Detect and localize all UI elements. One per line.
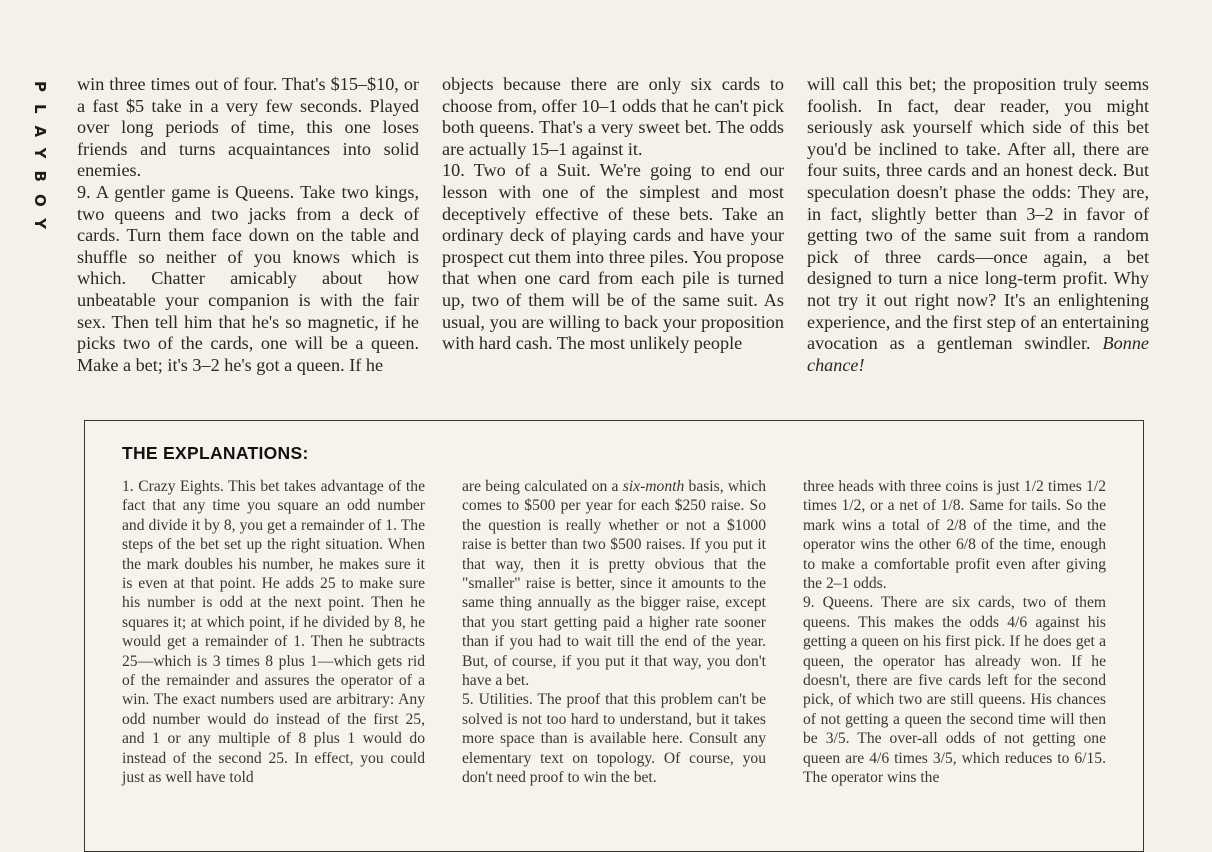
article-column-3-text: will call this bet; the proposition truly seems foolish. In fact, dear reader, you might seriously ask yourself which side of this bet you'd be inclined to take. After all, there are four suits, three cards and an honest deck. But speculation doesn't phase the odds: They are, in fact, slightly better than 3–2 in favor of getting two of the same suit from a random pick of three cards—once again, a bet designed to turn a nice long-term profit. Why not try it out right now? It's an enlightening experience, and the first step of an entertaining avocation as a gentleman swindler. [807,74,1149,354]
article-column-2: objects because there are only six cards to choose from, offer 10–1 odds that he can't pick both queens. That's a very sweet bet. The odds are actually 15–1 against it. 10. Two of a Suit. We're going to end our lesson with one of the simplest and most deceptively effective of these bets. Take an ordinary deck of playing cards and have your prospect cut them into three piles. You propose that when one card from each pile is turned up, two of them will be of the same suit. As usual, you are willing to back your proposition with hard cash. The most unlikely people [442,74,784,354]
explanations-column-3: three heads with three coins is just 1/2 times 1/2 times 1/2, or a net of 1/8. Same for tails. So the mark wins a total of 2/8 of the time, and the operator wins the other 6/8 of the time, enough to make a comfortable profit even after giving the 2–1 odds. 9. Queens. There are six cards, two of them queens. This makes the odds 4/6 against his getting a queen on his first pick. If he does get a queen, the operator has already won. If he doesn't, there are five cards left for the second pick, of which two are still queens. His chances of not getting a queen the second time will then be 3/5. The over-all odds of not getting one queen are 4/6 times 3/5, which reduces to 6/15. The operator wins the [803,478,1106,787]
magazine-name-vertical [22,66,58,256]
explanations-heading: THE EXPLANATIONS: [122,443,309,463]
six-month-emphasis: six-month [622,478,685,495]
explanations-column-1: 1. Crazy Eights. This bet takes advantage of the fact that any time you square an odd number and divide it by 8, you get a remainder of 1. The steps of the bet set up the right situation. When the mark doubles his number, he makes sure it is even at that point. He adds 25 to make sure his number is odd at the next point. Then he squares it; at which point, if he divided by 8, he would get a remainder of 1. Then he subtracts 25—which is 3 times 8 plus 1—which gets rid of the remainder and assures the operator of a win. The exact numbers used are arbitrary: Any odd number would do instead of the first 25, and 1 or any multiple of 8 plus 1 would do instead of the second 25. In effect, you could just as well have told [122,478,425,787]
explanations-column-2-body: basis, which comes to $500 per year for each $250 raise. So the question is really whether or not a $1000 raise is better than two $500 raises. If you put it that way, then it is pretty obvious that the "smaller" raise is better, since it amounts to the same thing annually as the bigger raise, except that you start getting paid a higher rate sooner than if you had to wait till the end of the year. But, of course, if you put it that way, you don't have a bet. 5. Utilities. The proof that this problem can't be solved is not too hard to understand, but it takes more space than is available here. Consult any elementary text on topology. Of course, you don't need proof to win the bet. [462,478,766,787]
magazine-name: PLAYBOY [31,80,50,242]
closing-phrase: Bonne chance! [807,333,1149,375]
explanations-column-2-intro: are being calculated on a [462,478,623,495]
article-column-1: win three times out of four. That's $15–$10, or a fast $5 take in a very few seconds. Played over long periods of time, this one loses friends and turns acquaintances into solid enemies. 9. A gentler game is Queens. Take two kings, two queens and two jacks from a deck of cards. Turn them face down on the table and shuffle so neither of you knows which is which. Chatter amicably about how unbeatable your companion is with the fair sex. Then tell him that he's so magnetic, if he picks two of the cards, one will be a queen. Make a bet; it's 3–2 he's got a queen. If he [77,74,419,375]
article-column-3 [807,74,1149,376]
explanations-column-2 [462,477,766,788]
